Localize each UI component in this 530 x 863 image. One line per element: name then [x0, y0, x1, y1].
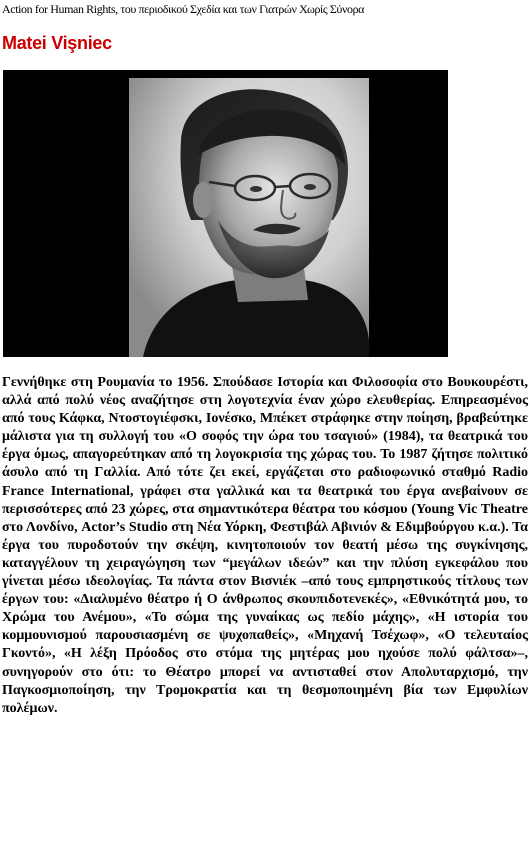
- credit-line: Action for Human Rights, του περιοδικού Σχεδία και των Γιατρών Χωρίς Σύνορα: [2, 2, 365, 16]
- author-portrait-icon: [3, 70, 448, 357]
- author-name: Matei Vişniec: [2, 33, 112, 53]
- author-biography: Γεννήθηκε στη Ρουμανία το 1956. Σπούδασε Ιστορία και Φιλοσοφία στο Βουκουρέστι, αλλά από πολύ νέος αναζήτησε στη λογοτεχνία έναν χώρο ελευθερίας. Επηρεασμένος από τους Κάφκα, Ντοστογιέφσκι, Ιονέσκο, Μπέκετ στράφηκε στην ποίηση, βραβεύτηκε μάλιστα για τη συλλογή του «Ο σοφός την ώρα του τσαγιού» (1984), τα θεατρικά του έργα όμως, απαγορεύτηκαν από τη λογοκρισία της χώρας του. Το 1987 ζήτησε πολιτικό άσυλο από τη Γαλλία. Από τότε ζει εκεί, εργάζεται στο ραδιοφωνικό σταθμό Radio France International, γράφει στα γαλλικά και τα θεατρικά του έργα ανεβαίνουν σε περισσότερες από 23 χώρες, στα σημαντικότερα θέατρα του κόσμου (Young Vic Theatre στο Λονδίνο, Actor’s Studio στη Νέα Υόρκη, Φεστιβάλ Αβινιόν & Εδιμβούργου κ.α.). Τα έργα του πυροδοτούν την σκέψη, κινητοποιούν τον θεατή μέσω της συγκίνησης, καταγγέλουν τη χειραγώγηση των “μεγάλων ιδεών” και την πλύση εγκεφάλου που γίνεται μέσω ιδεολογίας. Τα πάντα στον Βισνιέκ –από τους εμπρηστικούς τίτλους των έργων του: «Διαλυμένο θέατρο ή Ο άνθρωπος σκουπιδοτενεκές», «Εθνικότητά μου, το Χρώμα του Ανέμου», «Το σώμα της γυναίκας ως πεδίο μάχης», «Η ιστορία του κομμουνισμού παρουσιασμένη σε ψυχοπαθείς», «Μηχανή Τσέχωφ», «Ο τελευταίος Γκοντό», «Η λέξη Πρόοδος στο στόμα της μητέρας μου ηχούσε πολύ φάλτσα»–, συνηγορούν στο ότι: το Θέατρο μπορεί να αντισταθεί στον Απολυταρχισμό, την Παγκοσμιοποίηση, την Τρομοκρατία και τη θεσμοποιημένη βία των Εμφυλίων πολέμων.: [2, 375, 528, 716]
- author-photo: [3, 70, 448, 357]
